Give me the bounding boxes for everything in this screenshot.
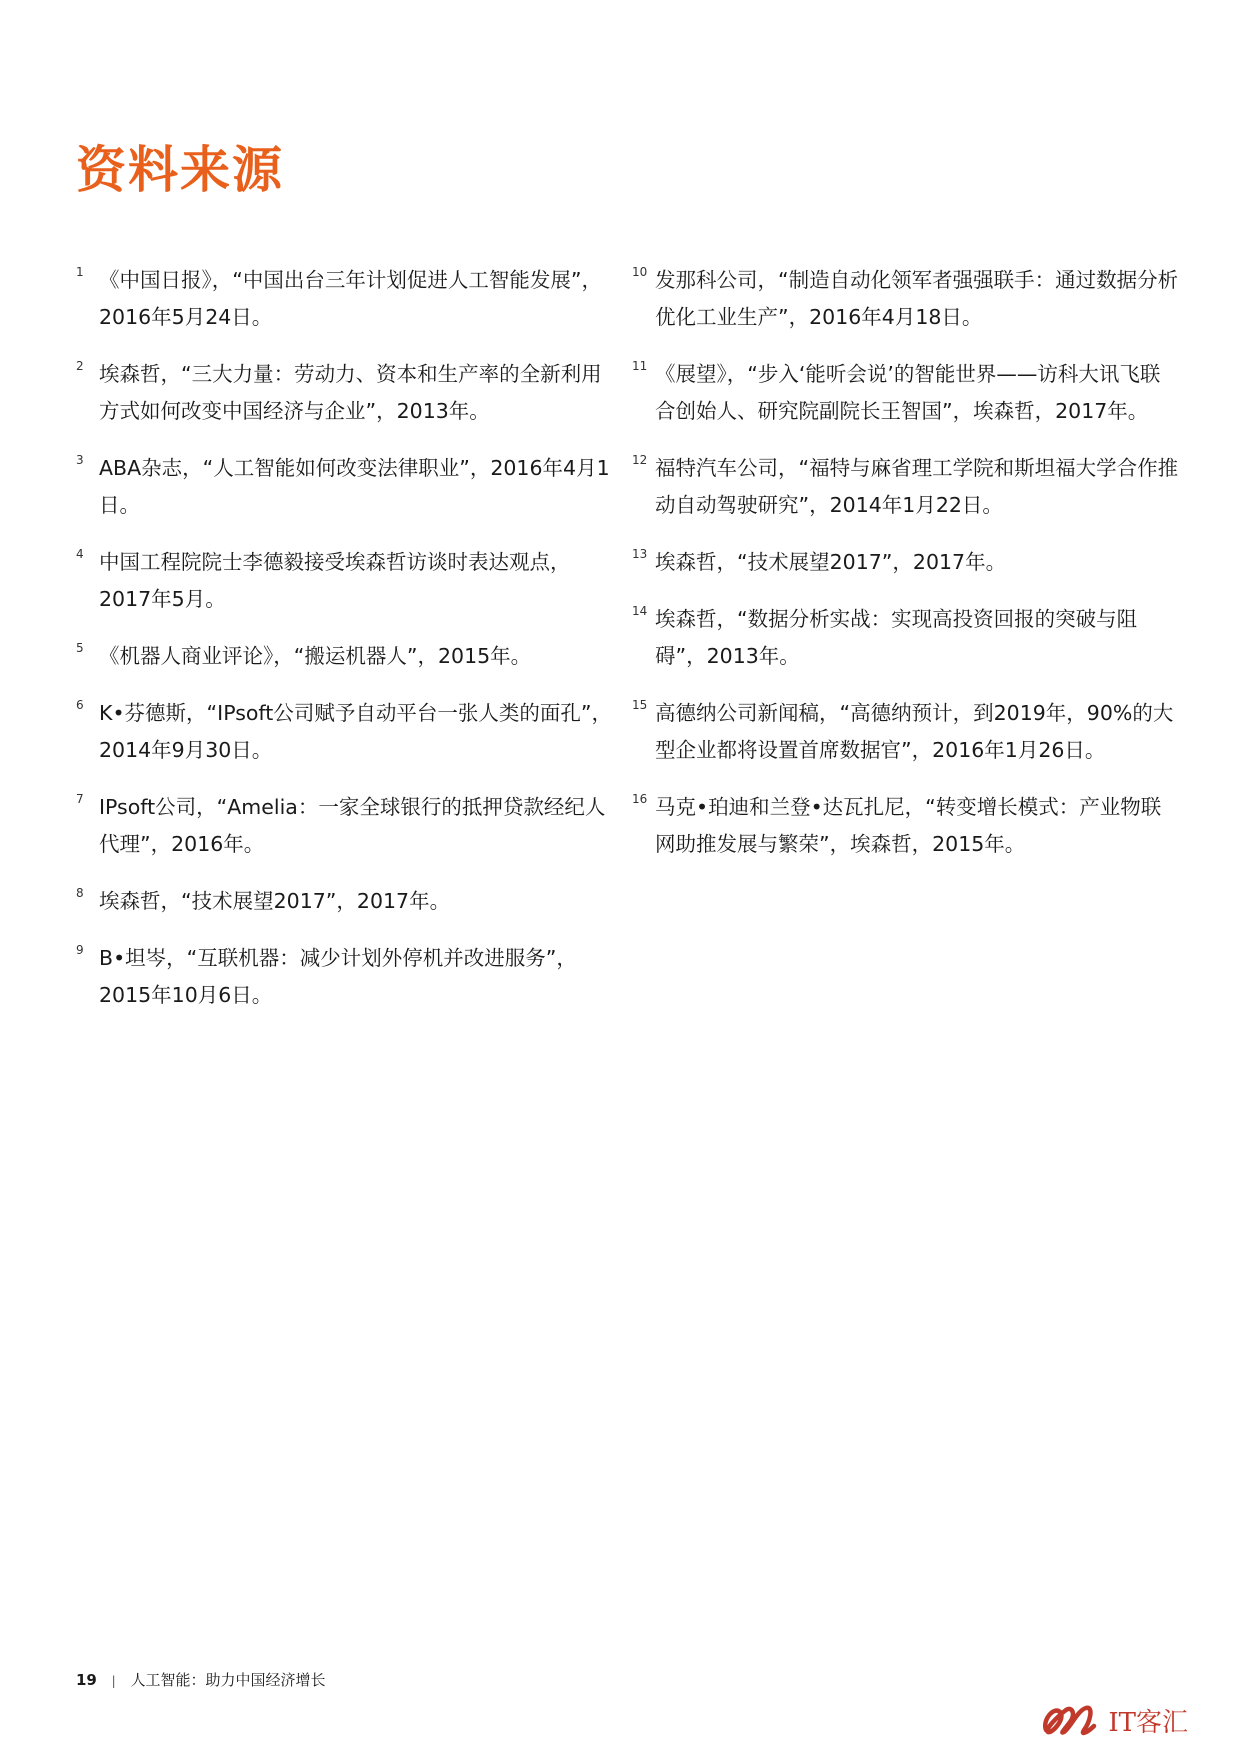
reference-item <box>76 883 616 920</box>
reference-text: 埃森哲，“技术展望2017”，2017年。 <box>99 889 451 913</box>
reference-item <box>76 262 616 336</box>
page-number: 19 <box>76 1671 97 1689</box>
reference-text: 中国工程院院士李德毅接受埃森哲访谈时表达观点，2017年5月。 <box>99 550 571 611</box>
watermark <box>1040 1700 1188 1740</box>
reference-item <box>76 450 616 524</box>
reference-number: 13 <box>632 547 648 561</box>
reference-number: 11 <box>632 359 648 373</box>
reference-item <box>632 544 1180 581</box>
reference-number: 1 <box>76 265 84 279</box>
watermark-text: IT客汇 <box>1108 1707 1188 1738</box>
reference-text: ABA杂志，“人工智能如何改变法律职业”，2016年4月1日。 <box>99 456 610 517</box>
reference-item <box>76 544 616 618</box>
reference-number: 7 <box>76 792 84 806</box>
references-left-column <box>76 262 616 1034</box>
page-footer <box>76 1669 326 1690</box>
reference-number: 4 <box>76 547 84 561</box>
reference-number: 10 <box>632 265 648 279</box>
reference-item <box>76 789 616 863</box>
reference-item <box>76 638 616 675</box>
reference-item <box>632 789 1180 863</box>
reference-text: 福特汽车公司，“福特与麻省理工学院和斯坦福大学合作推动自动驾驶研究”，2014年1月22日。 <box>655 456 1179 517</box>
reference-text: 发那科公司，“制造自动化领军者强强联手：通过数据分析优化工业生产”，2016年4月18日。 <box>655 268 1179 329</box>
reference-item <box>76 356 616 430</box>
reference-text: B•坦岑，“互联机器：减少计划外停机并改进服务”，2015年10月6日。 <box>99 946 577 1007</box>
reference-item <box>632 262 1180 336</box>
reference-number: 3 <box>76 453 84 467</box>
reference-item <box>76 940 616 1014</box>
reference-text: 埃森哲，“技术展望2017”，2017年。 <box>655 550 1007 574</box>
footer-separator: | <box>111 1674 116 1688</box>
reference-item <box>632 450 1180 524</box>
reference-text: K•芬德斯，“IPsoft公司赋予自动平台一张人类的面孔”，2014年9月30日。 <box>99 701 612 762</box>
page-title: 资料来源 <box>76 141 284 199</box>
reference-item <box>632 601 1180 675</box>
reference-number: 12 <box>632 453 648 467</box>
reference-number: 5 <box>76 641 84 655</box>
reference-text: 埃森哲，“三大力量：劳动力、资本和生产率的全新利用方式如何改变中国经济与企业”，2013年。 <box>99 362 602 423</box>
reference-text: 《展望》，“步入‘能听会说’的智能世界——访科大讯飞联合创始人、研究院副院长王智国”，埃森哲，2017年。 <box>655 362 1161 423</box>
reference-text: 埃森哲，“数据分析实战：实现高投资回报的突破与阻碍”，2013年。 <box>655 607 1138 668</box>
reference-text: IPsoft公司，“Amelia：一家全球银行的抵押贷款经纪人代理”，2016年。 <box>99 795 606 856</box>
reference-number: 15 <box>632 698 648 712</box>
reference-text: 马克•珀迪和兰登•达瓦扎尼，“转变增长模式：产业物联网助推发展与繁荣”，埃森哲，2015年。 <box>655 795 1162 856</box>
reference-text: 《中国日报》，“中国出台三年计划促进人工智能发展”，2016年5月24日。 <box>99 268 602 329</box>
references-right-column <box>632 262 1180 883</box>
reference-text: 高德纳公司新闻稿，“高德纳预计，到2019年，90%的大型企业都将设置首席数据官”，2016年1月26日。 <box>655 701 1174 762</box>
reference-number: 16 <box>632 792 648 806</box>
footer-doc-title: 人工智能：助力中国经济增长 <box>130 1671 326 1689</box>
reference-number: 9 <box>76 943 84 957</box>
reference-number: 2 <box>76 359 84 373</box>
reference-item <box>76 695 616 769</box>
reference-item <box>632 356 1180 430</box>
reference-item <box>632 695 1180 769</box>
watermark-logo-icon <box>1040 1700 1106 1740</box>
reference-number: 14 <box>632 604 648 618</box>
reference-number: 6 <box>76 698 84 712</box>
reference-number: 8 <box>76 886 84 900</box>
reference-text: 《机器人商业评论》，“搬运机器人”，2015年。 <box>99 644 532 668</box>
